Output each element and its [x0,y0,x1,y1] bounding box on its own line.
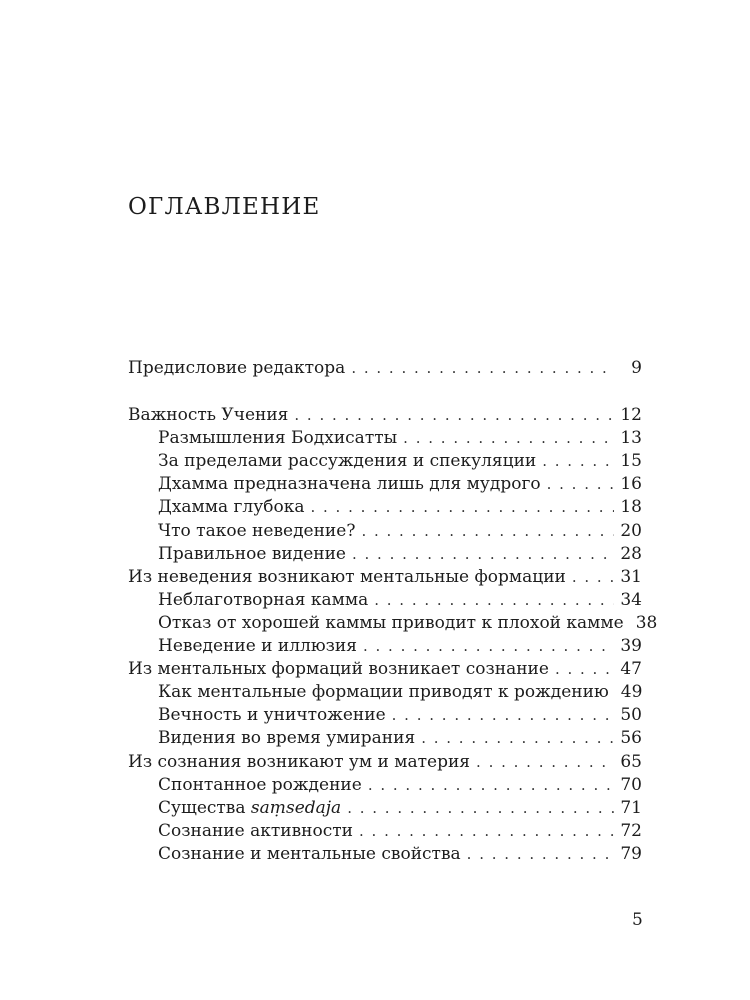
toc-entry [128,658,642,681]
toc-entry [128,751,642,774]
toc-entry-page: 65 [620,751,642,772]
toc-subentry [128,496,642,519]
toc-subentry [128,681,642,704]
toc-entry-title: Предисловие редактора [128,358,346,378]
toc-subentry [128,704,642,727]
table-of-contents [128,357,658,866]
toc-entry-page: 12 [620,405,642,426]
dot-leader [351,357,616,380]
toc-subentry [128,589,642,612]
toc-entry-title: Дхамма глубока [158,497,305,518]
toc-entry-title: Правильное видение [158,543,346,564]
toc-entry-title: Сознание и ментальные свойства [158,843,461,864]
toc-entry-title: Вечность и уничтожение [158,705,386,726]
toc-entry-title: Неведение и иллюзия [158,636,357,657]
dot-leader [572,566,615,589]
page-title: ОГЛАВЛЕНИЕ [128,194,321,220]
toc-entry-title: Видения во время умирания [158,728,416,749]
dot-leader [421,727,614,750]
toc-entry-page: 16 [620,474,642,495]
toc-subentry [128,427,642,450]
toc-entry-page: 50 [620,705,642,726]
toc-entry-title-prefix: Существа [158,797,246,818]
toc-entry-title: Из сознания возникают ум и материя [128,751,471,772]
toc-entry-page: 15 [620,451,642,472]
toc-subentry [128,727,642,750]
dot-leader [310,496,614,519]
toc-entry-page: 9 [631,358,642,378]
page-number: 5 [632,910,643,930]
toc-entry-page: 70 [620,774,642,795]
dot-leader [547,473,615,496]
toc-entry-page: 72 [620,820,642,841]
toc-entry-title: Неблаготворная камма [158,589,369,610]
toc-entry-title: Спонтанное рождение [158,774,362,795]
toc-entry [128,566,642,589]
toc-entry-title: Как ментальные формации приводят к рождению [158,682,609,703]
toc-entry-page: 28 [620,543,642,564]
toc-entry-title: Размышления Бодхисатты [158,428,398,449]
toc-entry-title: Важность Учения [128,405,289,426]
toc-subentry [128,797,642,820]
toc-subentry [128,450,642,473]
toc-entry-title: Сознание активности [158,820,353,841]
toc-entry-page: 20 [620,520,642,541]
toc-entry-page: 13 [620,428,642,449]
dot-leader [374,589,614,612]
toc-entry-page: 79 [620,843,642,864]
dot-leader [363,635,614,658]
toc-subentry [128,843,642,866]
toc-entry-page: 39 [620,636,642,657]
toc-entry-title: Отказ от хорошей каммы приводит к плохой камме [158,612,624,633]
dot-leader [347,797,614,820]
dot-leader [359,820,614,843]
toc-entry-title-italic: saṃsedaja [250,797,342,818]
toc-entry-page: 49 [620,682,643,703]
toc-entry-page: 47 [620,659,642,680]
toc-entry-page: 71 [620,797,642,818]
dot-leader [361,520,614,543]
toc-entry-title: Из ментальных формаций возникает сознание [128,659,549,680]
toc-entry [128,357,642,380]
dot-leader [368,774,615,797]
dot-leader [542,450,614,473]
toc-entry-page: 56 [620,728,642,749]
dot-leader [403,427,614,450]
toc-entry-title: Что такое неведение? [158,520,356,541]
toc-entry-title: Из неведения возникают ментальные формации [128,566,566,587]
toc-entry-title: За пределами рассуждения и спекуляции [158,451,537,472]
toc-entry-page: 18 [620,497,642,518]
toc-subentry [128,612,658,635]
toc-entry-page: 34 [620,589,642,610]
dot-leader [476,751,614,774]
toc-entry-title: Дхамма предназначена лишь для мудрого [158,474,541,495]
toc-subentry [128,520,642,543]
toc-subentry [128,774,642,797]
dot-leader [294,404,614,427]
toc-subentry [128,635,642,658]
toc-entry [128,404,642,427]
dot-leader [555,658,614,681]
toc-entry-page: 31 [620,566,642,587]
toc-entry-title [158,797,341,820]
toc-subentry [128,820,642,843]
toc-subentry [128,473,642,496]
dot-leader [392,704,615,727]
dot-leader [467,843,615,866]
toc-subentry [128,543,642,566]
toc-entry-page: 38 [635,612,658,633]
dot-leader [352,543,614,566]
